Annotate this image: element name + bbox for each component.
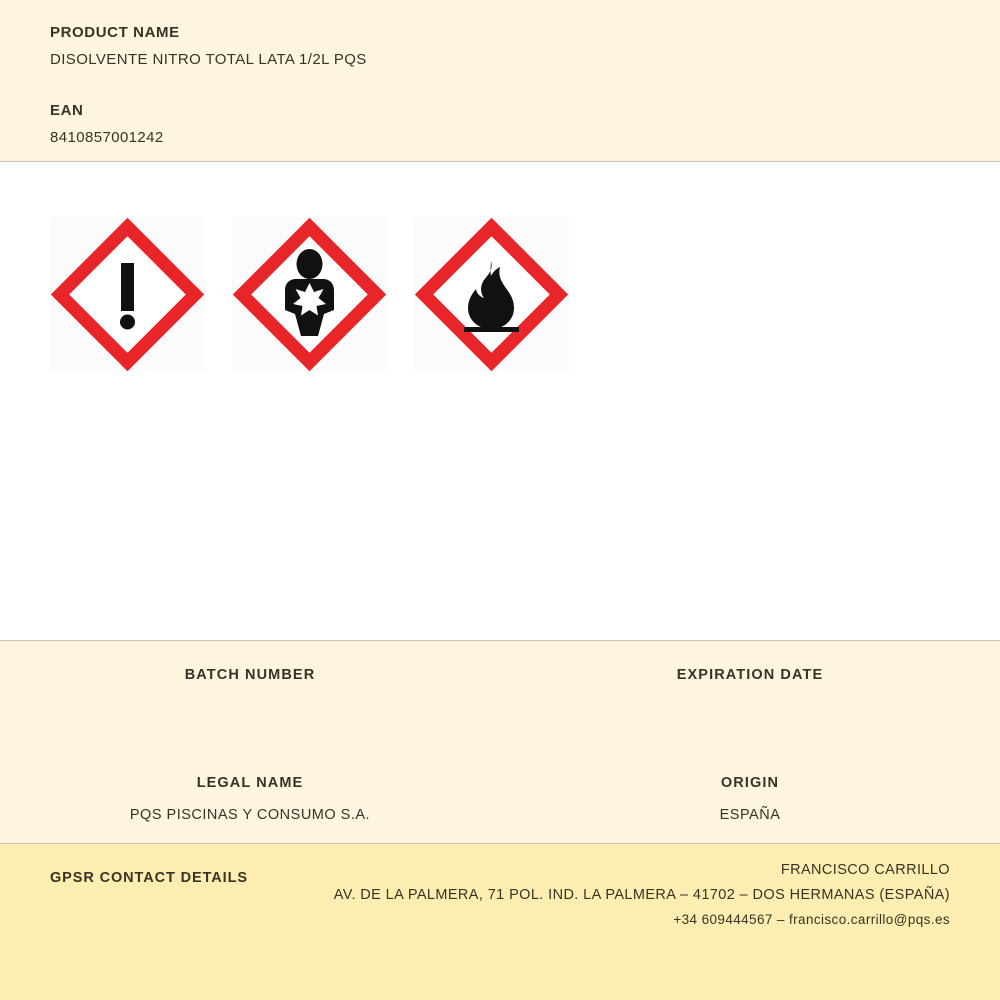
product-name-value: DISOLVENTE NITRO TOTAL LATA 1/2L PQS	[50, 51, 367, 68]
batch-number-value	[10, 697, 490, 715]
legal-name-value: PQS PISCINAS Y CONSUMO S.A.	[129, 807, 371, 823]
origin-label: ORIGIN	[720, 775, 780, 791]
expiration-date-cell	[500, 667, 1000, 715]
batch-expiry-row	[0, 667, 1000, 715]
expiration-date-value	[510, 697, 990, 715]
product-name-label: PRODUCT NAME	[50, 24, 180, 41]
hazard-pictogram-row	[50, 217, 950, 372]
ghs-exclamation-mark-icon	[50, 217, 205, 372]
ean-value: 8410857001242	[50, 129, 164, 146]
gpsr-contact-address: AV. DE LA PALMERA, 71 POL. IND. LA PALMERA – 41702 – DOS HERMANAS (ESPAÑA)	[333, 887, 950, 903]
gpsr-contact-section	[0, 844, 1000, 1000]
gpsr-contact-label: GPSR CONTACT DETAILS	[50, 870, 248, 886]
legal-origin-row	[0, 775, 1000, 825]
ghs-health-hazard-icon	[232, 217, 387, 372]
legal-name-label: LEGAL NAME	[196, 775, 304, 791]
legal-name-cell	[0, 775, 500, 825]
origin-cell	[500, 775, 1000, 825]
batch-number-label: BATCH NUMBER	[184, 667, 316, 683]
hazard-pictograms-section	[0, 162, 1000, 641]
ean-block	[50, 102, 950, 146]
batch-number-cell	[0, 667, 500, 715]
origin-value: ESPAÑA	[719, 807, 781, 823]
ghs-flammable-icon	[414, 217, 569, 372]
product-name-block	[50, 24, 950, 68]
gpsr-contact-name: FRANCISCO CARRILLO	[780, 862, 950, 878]
expiration-date-label: EXPIRATION DATE	[676, 667, 824, 683]
ean-label: EAN	[50, 102, 84, 119]
gpsr-contact-phone-email: +34 609444567 – francisco.carrillo@pqs.es	[673, 912, 950, 927]
product-header-section	[0, 0, 1000, 162]
batch-details-section	[0, 641, 1000, 844]
